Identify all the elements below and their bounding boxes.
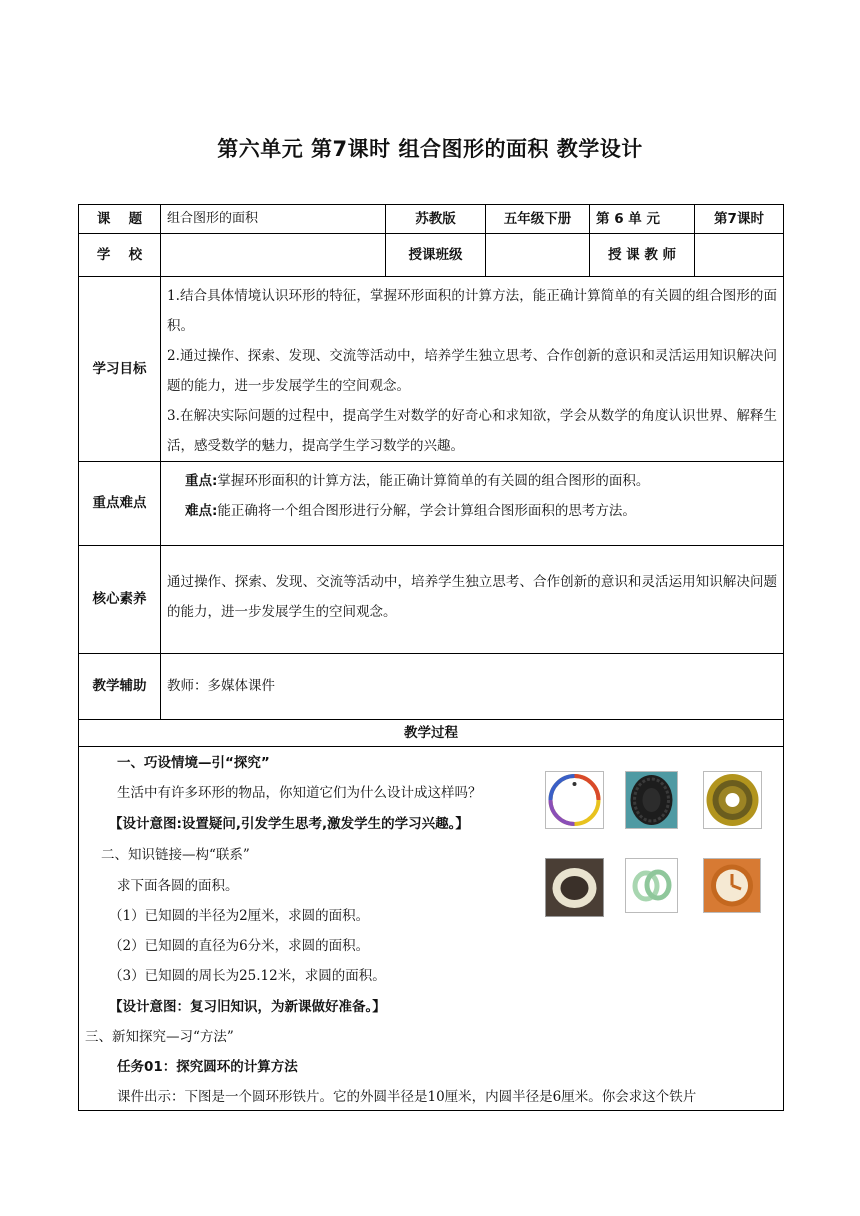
wall-clock-icon	[703, 858, 761, 913]
objectives-label: 学习目标	[79, 277, 161, 462]
tire-icon	[625, 771, 678, 829]
bracelet-icon	[545, 858, 604, 917]
section-3-title: 三、新知探究—习“方法”	[85, 1029, 234, 1045]
lesson-plan-table	[78, 204, 784, 1111]
section-2-question-2: （2）已知圆的直径为6分米，求圆的面积。	[109, 938, 370, 954]
unit: 第 6 单 元	[590, 205, 695, 234]
literacy-content: 通过操作、探索、发现、交流等活动中，培养学生独立思考、合作创新的意识和灵活运用知识解决问题的能力，进一步发展学生的空间观念。	[161, 546, 784, 654]
difficult-point: 难点:能正确将一个组合图形进行分解，学会计算组合图形面积的思考方法。	[185, 503, 636, 519]
section-1-intent: 【设计意图:设置疑问,引发学生思考,激发学生的学习兴趣。】	[109, 816, 469, 832]
jade-rings-icon	[625, 858, 678, 913]
ring-clock-icon	[545, 771, 604, 829]
section-2-intent: 【设计意图：复习旧知识，为新课做好准备。】	[109, 999, 386, 1015]
aids-content: 教师：多媒体课件	[161, 654, 784, 720]
school-value	[161, 234, 386, 277]
section-2-text: 求下面各圆的面积。	[117, 878, 239, 894]
objective-item: 3.在解决实际问题的过程中，提高学生对数学的好奇心和求知欲，学会从数学的角度认识世界、解释生活，感受数学的魅力，提高学生学习数学的兴趣。	[167, 408, 777, 454]
publisher: 苏教版	[386, 205, 486, 234]
school-label: 学 校	[79, 234, 161, 277]
cd-disc-icon	[703, 771, 762, 829]
teacher-value	[695, 234, 784, 277]
lesson-number: 第7课时	[695, 205, 784, 234]
aids-label: 教学辅助	[79, 654, 161, 720]
task-1-title: 任务01：探究圆环的计算方法	[117, 1059, 298, 1075]
process-content	[79, 747, 784, 1111]
section-2-question-3: （3）已知圆的周长为25.12米，求圆的面积。	[109, 968, 386, 984]
class-value	[486, 234, 590, 277]
section-2-title: 二、知识链接—构“联系”	[101, 847, 250, 863]
objectives-content	[161, 277, 784, 462]
topic-label: 课 题	[79, 205, 161, 234]
objective-item: 1.结合具体情境认识环形的特征，掌握环形面积的计算方法，能正确计算简单的有关圆的组合图形的面积。	[167, 288, 777, 334]
literacy-label: 核心素养	[79, 546, 161, 654]
topic-value: 组合图形的面积	[161, 205, 386, 234]
task-1-text: 课件出示：下图是一个圆环形铁片。它的外圆半径是10厘米，内圆半径是6厘米。你会求这个铁片	[117, 1089, 697, 1105]
key-points-content	[161, 462, 784, 546]
key-points-label: 重点难点	[79, 462, 161, 546]
objective-item: 2.通过操作、探索、发现、交流等活动中，培养学生独立思考、合作创新的意识和灵活运用知识解决问题的能力，进一步发展学生的空间观念。	[167, 348, 777, 394]
section-1-text: 生活中有许多环形的物品，你知道它们为什么设计成这样吗？	[117, 785, 482, 801]
teacher-label: 授 课 教 师	[590, 234, 695, 277]
process-heading: 教学过程	[79, 720, 784, 747]
key-point: 重点:掌握环形面积的计算方法，能正确计算简单的有关圆的组合图形的面积。	[185, 473, 650, 489]
grade: 五年级下册	[486, 205, 590, 234]
class-label: 授课班级	[386, 234, 486, 277]
section-1-title: 一、巧设情境—引“探究”	[117, 755, 270, 771]
section-2-question-1: （1）已知圆的半径为2厘米，求圆的面积。	[109, 908, 370, 924]
page-title: 第六单元 第7课时 组合图形的面积 教学设计	[217, 137, 643, 161]
